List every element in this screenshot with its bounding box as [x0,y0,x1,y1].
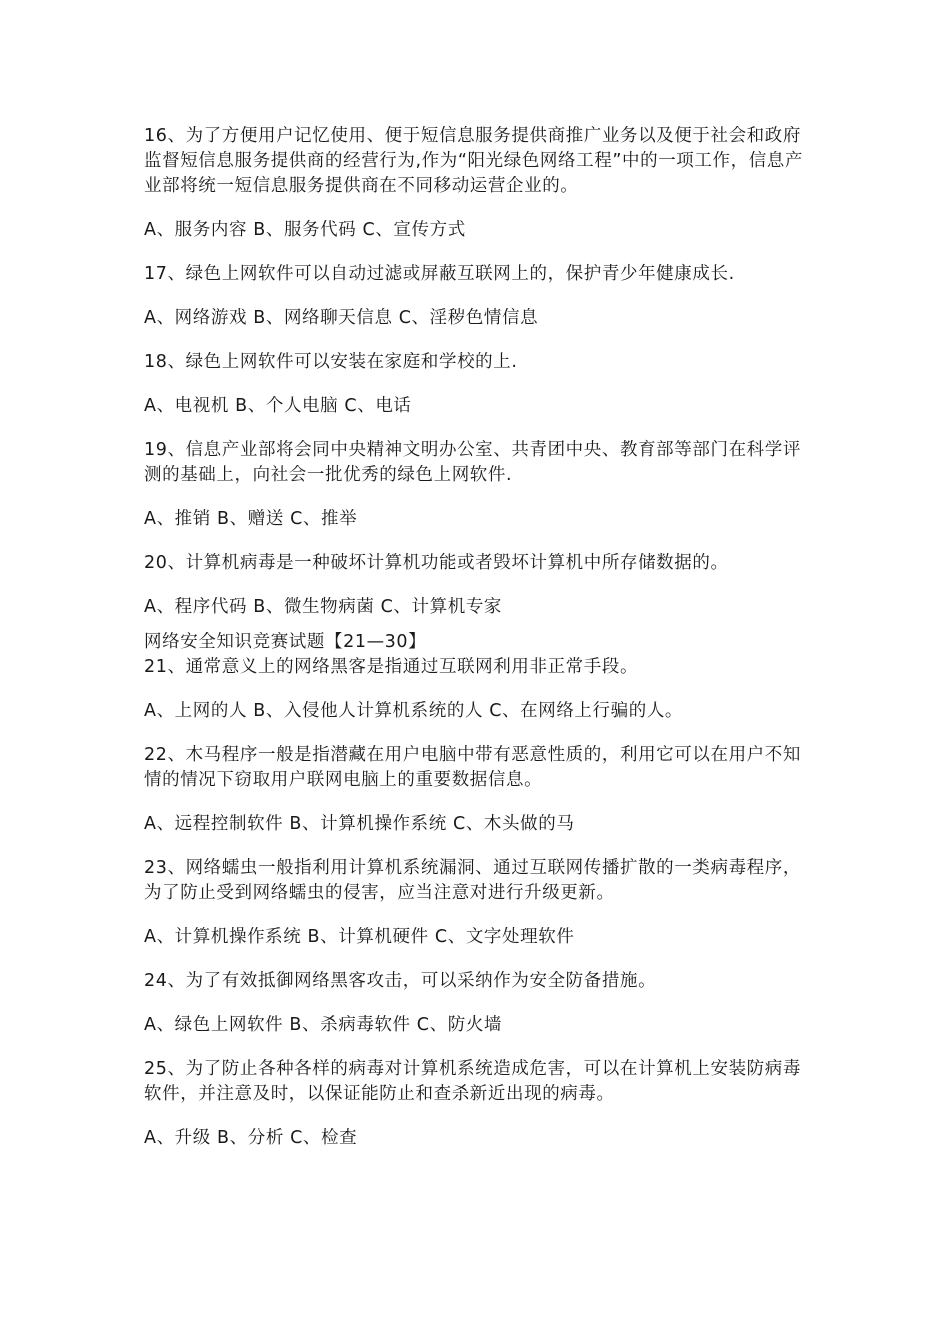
section-heading: 网络安全知识竞赛试题【21—30】 [144,632,427,652]
question-24: 24、为了有效抵御网络黑客攻击，可以采纳作为安全防备措施。 [144,971,657,991]
options-19: A、推销 B、赠送 C、推举 [144,509,358,529]
options-25: A、升级 B、分析 C、检查 [144,1128,358,1148]
question-16: 16、为了方便用户记忆使用、便于短信息服务提供商推广业务以及便于社会和政府监督短信息服务提供商的经营行为,作为“阳光绿色网络工程”中的一项工作，信息产业部将统一短信息服务提供商在不同移动运营企业的。 [144,126,803,196]
question-19: 19、信息产业部将会同中央精神文明办公室、共青团中央、教育部等部门在科学评测的基础上，向社会一批优秀的绿色上网软件. [144,440,801,485]
question-21: 21、通常意义上的网络黑客是指通过互联网利用非正常手段。 [144,657,639,677]
options-20: A、程序代码 B、微生物病菌 C、计算机专家 [144,597,503,617]
options-18: A、电视机 B、个人电脑 C、电话 [144,396,412,416]
question-17: 17、绿色上网软件可以自动过滤或屏蔽互联网上的，保护青少年健康成长. [144,264,735,284]
question-22: 22、木马程序一般是指潜藏在用户电脑中带有恶意性质的，利用它可以在用户不知情的情况下窃取用户联网电脑上的重要数据信息。 [144,745,801,790]
document-body [144,124,809,1170]
options-22: A、远程控制软件 B、计算机操作系统 C、木头做的马 [144,814,575,834]
options-24: A、绿色上网软件 B、杀病毒软件 C、防火墙 [144,1015,503,1035]
question-18: 18、绿色上网软件可以安装在家庭和学校的上. [144,352,518,372]
question-25: 25、为了防止各种各样的病毒对计算机系统造成危害，可以在计算机上安装防病毒软件，并注意及时，以保证能防止和查杀新近出现的病毒。 [144,1059,801,1104]
options-23: A、计算机操作系统 B、计算机硬件 C、文字处理软件 [144,927,575,947]
question-23: 23、网络蠕虫一般指利用计算机系统漏洞、通过互联网传播扩散的一类病毒程序，为了防止受到网络蠕虫的侵害，应当注意对进行升级更新。 [144,858,801,903]
question-20: 20、计算机病毒是一种破坏计算机功能或者毁坏计算机中所存储数据的。 [144,553,729,573]
options-16: A、服务内容 B、服务代码 C、宣传方式 [144,220,466,240]
options-17: A、网络游戏 B、网络聊天信息 C、淫秽色情信息 [144,308,539,328]
options-21: A、上网的人 B、入侵他人计算机系统的人 C、在网络上行骗的人。 [144,701,684,721]
